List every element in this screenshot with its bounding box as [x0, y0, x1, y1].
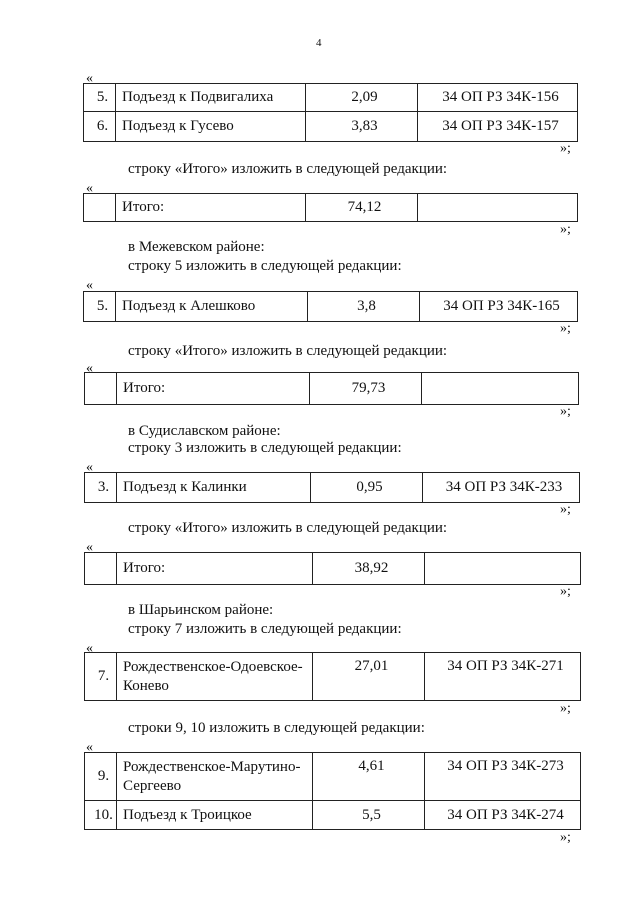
- total-label: Итого:: [117, 373, 310, 405]
- row-number: 5.: [84, 84, 116, 112]
- road-length: 27,01: [313, 653, 425, 701]
- instruction-text: строку 3 изложить в следующей редакции:: [128, 440, 402, 456]
- road-name: Подъезд к Подвигалиха: [116, 84, 306, 112]
- row-number: 3.: [85, 473, 117, 503]
- quote-open: «: [86, 181, 93, 196]
- row-number: 9.: [85, 753, 117, 801]
- road-length: 3,83: [306, 112, 418, 142]
- quote-open: «: [86, 361, 93, 376]
- quote-close: »;: [560, 222, 571, 237]
- total-value: 38,92: [313, 553, 425, 585]
- road-code: 34 ОП РЗ 34К-157: [418, 112, 578, 142]
- total-label: Итого:: [117, 553, 313, 585]
- quote-open: «: [86, 740, 93, 755]
- instruction-text: строки 9, 10 изложить в следующей редакции:: [128, 720, 425, 736]
- page-number: 4: [316, 37, 322, 49]
- district-heading: в Межевском районе:: [128, 239, 265, 255]
- road-code: 34 ОП РЗ 34К-274: [425, 801, 581, 830]
- instruction-text: строку 5 изложить в следующей редакции:: [128, 258, 402, 274]
- road-name: Подъезд к Троицкое: [117, 801, 313, 830]
- road-code: 34 ОП РЗ 34К-233: [423, 473, 580, 503]
- instruction-text: строку «Итого» изложить в следующей редакции:: [128, 161, 448, 177]
- total-table: [84, 552, 581, 585]
- row-number: [84, 194, 116, 222]
- table-row: [85, 473, 580, 503]
- quote-close: »;: [560, 584, 571, 599]
- quote-open: «: [86, 641, 93, 656]
- quote-close: »;: [560, 701, 571, 716]
- instruction-text: строку 7 изложить в следующей редакции:: [128, 621, 402, 637]
- table-row: [84, 84, 578, 112]
- total-table: [83, 193, 578, 222]
- quote-open: «: [86, 278, 93, 293]
- quote-open: «: [86, 71, 93, 86]
- road-code: 34 ОП РЗ 34К-273: [425, 753, 581, 801]
- table-row: [85, 801, 581, 830]
- road-length: 0,95: [311, 473, 423, 503]
- row-number: [85, 373, 117, 405]
- table-row: [85, 373, 579, 405]
- road-table: [84, 472, 580, 503]
- total-value: 79,73: [310, 373, 422, 405]
- row-number: 5.: [84, 292, 116, 322]
- quote-close: »;: [560, 404, 571, 419]
- row-number: [85, 553, 117, 585]
- instruction-text: строку «Итого» изложить в следующей редакции:: [128, 520, 448, 536]
- road-table: [83, 83, 578, 142]
- quote-close: »;: [560, 321, 571, 336]
- table-row: [84, 194, 578, 222]
- total-table: [84, 372, 579, 405]
- road-code: 34 ОП РЗ 34К-156: [418, 84, 578, 112]
- road-length: 5,5: [313, 801, 425, 830]
- quote-close: »;: [560, 141, 571, 156]
- road-table: [84, 652, 581, 701]
- table-row: [85, 553, 581, 585]
- road-code: [418, 194, 578, 222]
- total-value: 74,12: [306, 194, 418, 222]
- quote-open: «: [86, 540, 93, 555]
- road-code: 34 ОП РЗ 34К-271: [425, 653, 581, 701]
- district-heading: в Судиславском районе:: [128, 423, 281, 439]
- road-name: Подъезд к Калинки: [117, 473, 311, 503]
- row-number: 7.: [85, 653, 117, 701]
- road-table: [83, 291, 578, 322]
- total-label: Итого:: [116, 194, 306, 222]
- road-code: [425, 553, 581, 585]
- table-row: [85, 653, 581, 701]
- quote-close: »;: [560, 502, 571, 517]
- row-number: 10.: [85, 801, 117, 830]
- road-length: 4,61: [313, 753, 425, 801]
- instruction-text: строку «Итого» изложить в следующей редакции:: [128, 343, 448, 359]
- road-code: [422, 373, 579, 405]
- table-row: [84, 112, 578, 142]
- road-table: [84, 752, 581, 830]
- road-length: 2,09: [306, 84, 418, 112]
- table-row: [84, 292, 578, 322]
- road-name: Рождественское-Одоевское-Конево: [117, 653, 313, 701]
- road-code: 34 ОП РЗ 34К-165: [420, 292, 578, 322]
- road-name: Подъезд к Гусево: [116, 112, 306, 142]
- table-row: [85, 753, 581, 801]
- quote-close: »;: [560, 830, 571, 845]
- district-heading: в Шарьинском районе:: [128, 602, 274, 618]
- row-number: 6.: [84, 112, 116, 142]
- road-name: Рождественское-Марутино-Сергеево: [117, 753, 313, 801]
- road-length: 3,8: [308, 292, 420, 322]
- road-name: Подъезд к Алешково: [116, 292, 308, 322]
- quote-open: «: [86, 460, 93, 475]
